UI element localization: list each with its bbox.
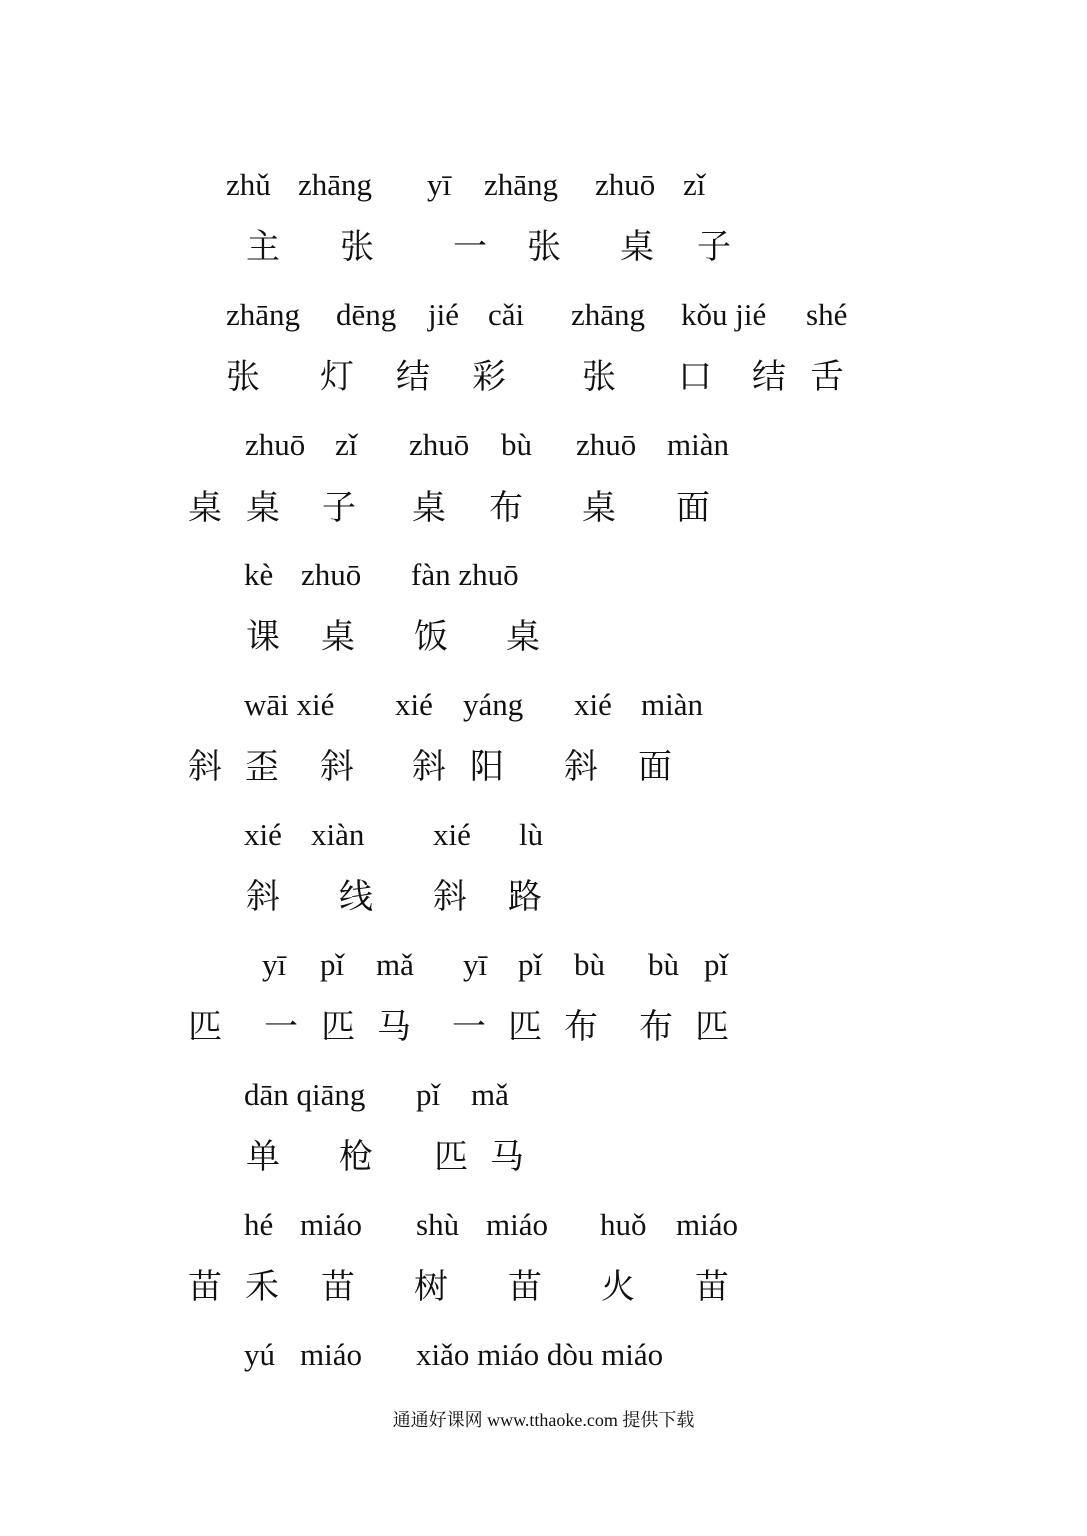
pinyin-line	[0, 420, 1087, 470]
hanzi-character: 匹	[508, 1007, 542, 1047]
hanzi-character: 桌	[582, 488, 616, 528]
hanzi-character: 马	[490, 1137, 524, 1177]
pinyin-word: jié	[428, 297, 459, 332]
hanzi-character: 斜	[246, 877, 280, 917]
pinyin-word: zhāng	[226, 297, 301, 332]
hanzi-character: 斜	[564, 747, 598, 787]
hanzi-character: 桌	[506, 617, 540, 657]
pinyin-word: zhuō	[245, 427, 306, 462]
pinyin-word: miàn	[667, 427, 729, 462]
hanzi-character: 布	[639, 1007, 673, 1047]
hanzi-character: 布	[564, 1007, 598, 1047]
hanzi-character: 一	[452, 1007, 486, 1047]
pinyin-word: huǒ	[600, 1207, 647, 1242]
hanzi-character: 斜	[188, 747, 222, 787]
pinyin-word: xiàn	[311, 817, 365, 852]
pinyin-word: dān qiāng	[244, 1077, 366, 1112]
pinyin-word: xiǎo miáo dòu miáo	[416, 1337, 664, 1372]
pinyin-word: zhuō	[595, 167, 656, 202]
pinyin-line	[0, 810, 1087, 860]
pinyin-word: miàn	[641, 687, 703, 722]
pinyin-line	[0, 290, 1087, 340]
hanzi-character: 一	[453, 227, 487, 267]
pinyin-word: pǐ	[704, 947, 729, 982]
hanzi-character: 树	[414, 1267, 448, 1307]
pinyin-word: zhuō	[409, 427, 470, 462]
hanzi-character: 匹	[188, 1007, 222, 1047]
hanzi-character: 匹	[695, 1007, 729, 1047]
pinyin-word: bù	[574, 947, 605, 982]
pinyin-word: mǎ	[376, 947, 414, 982]
hanzi-character: 桌	[321, 617, 355, 657]
pinyin-word: pǐ	[320, 947, 345, 982]
pinyin-line	[0, 160, 1087, 210]
hanzi-character: 子	[697, 227, 731, 267]
hanzi-character: 斜	[433, 877, 467, 917]
pinyin-line	[0, 1330, 1087, 1380]
pinyin-word: zhuō	[576, 427, 637, 462]
hanzi-line	[0, 1262, 1087, 1312]
hanzi-character: 单	[246, 1137, 280, 1177]
pinyin-word: zhāng	[298, 167, 373, 202]
pinyin-word: yáng	[463, 687, 524, 722]
hanzi-character: 一	[264, 1007, 298, 1047]
pinyin-word: xié	[244, 817, 282, 852]
hanzi-character: 禾	[245, 1267, 279, 1307]
hanzi-character: 结	[752, 357, 786, 397]
hanzi-line	[0, 742, 1087, 792]
hanzi-character: 斜	[320, 747, 354, 787]
hanzi-character: 匹	[321, 1007, 355, 1047]
pinyin-word: zǐ	[683, 167, 706, 202]
pinyin-word: bù	[501, 427, 532, 462]
hanzi-character: 面	[676, 488, 710, 528]
pinyin-line	[0, 550, 1087, 600]
hanzi-character: 饭	[414, 617, 448, 657]
pinyin-word: hé	[244, 1207, 274, 1242]
pinyin-word: yú	[244, 1337, 275, 1372]
hanzi-line	[0, 352, 1087, 402]
page-footer: 通通好课网 www.tthaoke.com 提供下载	[392, 1410, 695, 1430]
hanzi-line	[0, 612, 1087, 662]
hanzi-character: 桌	[620, 227, 654, 267]
pinyin-word: pǐ	[518, 947, 543, 982]
pinyin-word: zǐ	[335, 427, 358, 462]
hanzi-character: 口	[678, 357, 712, 397]
hanzi-character: 歪	[245, 747, 279, 787]
pinyin-word: xié	[395, 687, 433, 722]
pinyin-word: shù	[416, 1207, 460, 1242]
hanzi-character: 桌	[246, 488, 280, 528]
pinyin-word: dēng	[336, 297, 397, 332]
pinyin-word: yī	[463, 947, 488, 982]
pinyin-word: kè	[244, 557, 274, 592]
pinyin-word: bù	[648, 947, 679, 982]
hanzi-character: 彩	[472, 357, 506, 397]
hanzi-character: 苗	[695, 1267, 729, 1307]
hanzi-character: 斜	[412, 747, 446, 787]
pinyin-word: zhāng	[571, 297, 646, 332]
pinyin-word: zhǔ	[226, 167, 271, 202]
pinyin-line	[0, 940, 1087, 990]
hanzi-line	[0, 872, 1087, 922]
pinyin-word: miáo	[300, 1207, 362, 1242]
hanzi-line	[0, 483, 1087, 533]
pinyin-word: shé	[806, 297, 848, 332]
hanzi-character: 灯	[320, 357, 354, 397]
pinyin-word: miáo	[486, 1207, 548, 1242]
hanzi-character: 舌	[810, 357, 844, 397]
pinyin-word: miáo	[676, 1207, 738, 1242]
hanzi-character: 线	[339, 877, 373, 917]
hanzi-character: 火	[601, 1267, 635, 1307]
hanzi-line	[0, 1132, 1087, 1182]
hanzi-character: 张	[340, 227, 374, 267]
hanzi-line	[0, 1002, 1087, 1052]
hanzi-character: 匹	[434, 1137, 468, 1177]
hanzi-character: 结	[396, 357, 430, 397]
pinyin-word: zhāng	[484, 167, 559, 202]
hanzi-character: 布	[489, 488, 523, 528]
pinyin-word: mǎ	[471, 1077, 509, 1112]
hanzi-character: 路	[508, 877, 542, 917]
pinyin-word: kǒu jié	[681, 297, 767, 332]
pinyin-word: pǐ	[416, 1077, 441, 1112]
hanzi-character: 桌	[412, 488, 446, 528]
hanzi-character: 张	[582, 357, 616, 397]
hanzi-character: 面	[638, 747, 672, 787]
pinyin-line	[0, 680, 1087, 730]
pinyin-word: miáo	[300, 1337, 362, 1372]
pinyin-word: xié	[574, 687, 612, 722]
hanzi-character: 主	[246, 227, 280, 267]
pinyin-word: lù	[519, 817, 544, 852]
pinyin-line	[0, 1070, 1087, 1120]
hanzi-character: 马	[377, 1007, 411, 1047]
hanzi-character: 苗	[188, 1267, 222, 1307]
hanzi-character: 子	[322, 488, 356, 528]
pinyin-word: zhuō	[301, 557, 362, 592]
hanzi-character: 张	[226, 357, 260, 397]
hanzi-character: 课	[246, 617, 280, 657]
hanzi-character: 桌	[188, 488, 222, 528]
hanzi-character: 苗	[508, 1267, 542, 1307]
pinyin-line	[0, 1200, 1087, 1250]
hanzi-character: 阳	[470, 747, 504, 787]
pinyin-word: xié	[433, 817, 471, 852]
hanzi-character: 张	[527, 227, 561, 267]
pinyin-word: wāi xié	[244, 687, 335, 722]
pinyin-word: cǎi	[488, 297, 525, 332]
hanzi-line	[0, 222, 1087, 272]
pinyin-word: fàn zhuō	[411, 557, 519, 592]
pinyin-word: yī	[427, 167, 452, 202]
hanzi-character: 枪	[339, 1137, 373, 1177]
hanzi-character: 苗	[321, 1267, 355, 1307]
pinyin-word: yī	[262, 947, 287, 982]
